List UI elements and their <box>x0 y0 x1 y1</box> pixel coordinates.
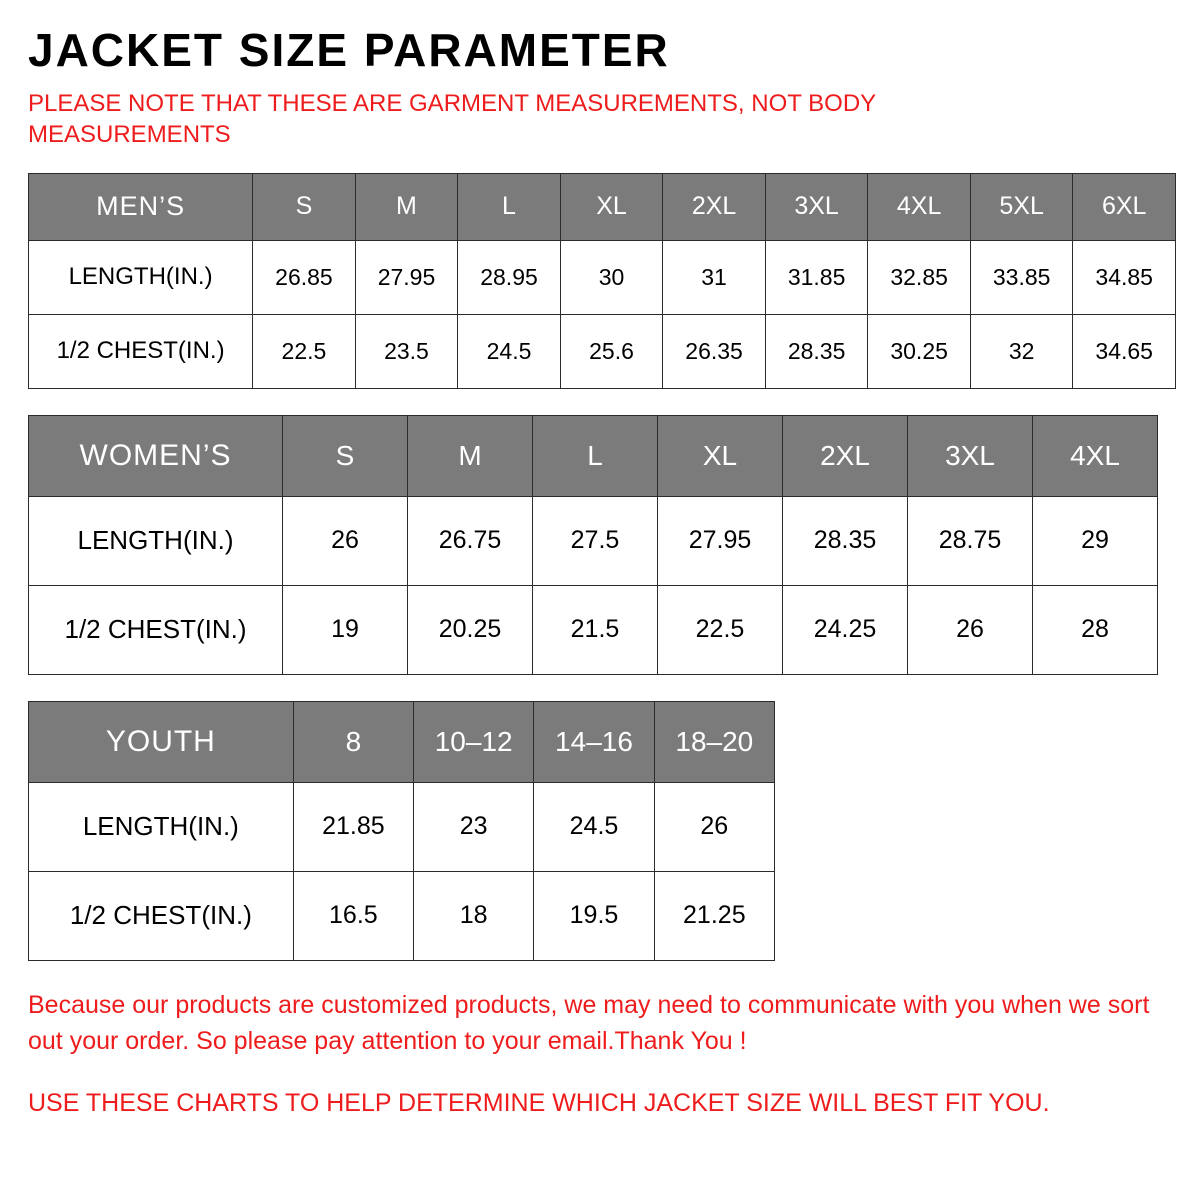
table-row <box>29 314 1176 388</box>
cell-value: 28.75 <box>908 496 1033 585</box>
womens-size-header: 2XL <box>783 415 908 496</box>
table-row <box>29 496 1158 585</box>
mens-size-header: 2XL <box>663 173 766 240</box>
cell-value: 20.25 <box>408 585 533 674</box>
mens-size-header: 3XL <box>765 173 868 240</box>
cell-value: 25.6 <box>560 314 663 388</box>
row-label: 1/2 CHEST(IN.) <box>29 314 253 388</box>
womens-size-table <box>28 415 1158 675</box>
mens-size-header: 6XL <box>1073 173 1176 240</box>
cell-value: 27.95 <box>658 496 783 585</box>
cell-value: 28 <box>1033 585 1158 674</box>
footer-note-usage: USE THESE CHARTS TO HELP DETERMINE WHICH JACKET SIZE WILL BEST FIT YOU. <box>28 1089 1050 1118</box>
cell-value: 27.5 <box>533 496 658 585</box>
cell-value: 26.75 <box>408 496 533 585</box>
cell-value: 28.35 <box>783 496 908 585</box>
mens-size-header: 5XL <box>970 173 1073 240</box>
womens-size-header: M <box>408 415 533 496</box>
cell-value: 21.85 <box>293 782 413 871</box>
cell-value: 29 <box>1033 496 1158 585</box>
cell-value: 32.85 <box>868 240 971 314</box>
table-row <box>29 240 1176 314</box>
cell-value: 18 <box>414 871 534 960</box>
mens-header-label: MEN’S <box>29 173 253 240</box>
mens-size-header: L <box>458 173 561 240</box>
cell-value: 31 <box>663 240 766 314</box>
footer-note-customized: Because our products are customized products, we may need to communicate with you when we sort out your order. So please pay attention to your email.Thank You ! <box>28 990 1150 1055</box>
mens-size-table <box>28 173 1176 389</box>
youth-size-table <box>28 701 775 961</box>
cell-value: 26 <box>283 496 408 585</box>
cell-value: 19.5 <box>534 871 654 960</box>
cell-value: 21.25 <box>654 871 774 960</box>
mens-size-header: XL <box>560 173 663 240</box>
table-header-row <box>29 701 775 782</box>
cell-value: 26.35 <box>663 314 766 388</box>
mens-size-header: M <box>355 173 458 240</box>
womens-size-header: L <box>533 415 658 496</box>
row-label: 1/2 CHEST(IN.) <box>29 585 283 674</box>
table-row <box>29 585 1158 674</box>
cell-value: 26 <box>654 782 774 871</box>
cell-value: 28.35 <box>765 314 868 388</box>
row-label: LENGTH(IN.) <box>29 496 283 585</box>
cell-value: 34.85 <box>1073 240 1176 314</box>
cell-value: 24.5 <box>458 314 561 388</box>
table-row <box>29 782 775 871</box>
cell-value: 24.5 <box>534 782 654 871</box>
youth-size-header: 8 <box>293 701 413 782</box>
womens-size-header: XL <box>658 415 783 496</box>
cell-value: 30.25 <box>868 314 971 388</box>
row-label: LENGTH(IN.) <box>29 240 253 314</box>
womens-size-header: 4XL <box>1033 415 1158 496</box>
cell-value: 32 <box>970 314 1073 388</box>
row-label: 1/2 CHEST(IN.) <box>29 871 294 960</box>
cell-value: 22.5 <box>658 585 783 674</box>
cell-value: 26.85 <box>253 240 356 314</box>
cell-value: 24.25 <box>783 585 908 674</box>
cell-value: 30 <box>560 240 663 314</box>
cell-value: 23.5 <box>355 314 458 388</box>
cell-value: 33.85 <box>970 240 1073 314</box>
mens-size-header: 4XL <box>868 173 971 240</box>
cell-value: 28.95 <box>458 240 561 314</box>
cell-value: 16.5 <box>293 871 413 960</box>
youth-size-header: 18–20 <box>654 701 774 782</box>
youth-header-label: YOUTH <box>29 701 294 782</box>
cell-value: 22.5 <box>253 314 356 388</box>
womens-size-header: 3XL <box>908 415 1033 496</box>
youth-size-header: 10–12 <box>414 701 534 782</box>
page-title: JACKET SIZE PARAMETER <box>28 24 670 76</box>
cell-value: 34.65 <box>1073 314 1176 388</box>
youth-size-header: 14–16 <box>534 701 654 782</box>
cell-value: 27.95 <box>355 240 458 314</box>
table-header-row <box>29 173 1176 240</box>
cell-value: 21.5 <box>533 585 658 674</box>
womens-size-header: S <box>283 415 408 496</box>
cell-value: 19 <box>283 585 408 674</box>
table-header-row <box>29 415 1158 496</box>
cell-value: 31.85 <box>765 240 868 314</box>
row-label: LENGTH(IN.) <box>29 782 294 871</box>
mens-size-header: S <box>253 173 356 240</box>
top-note: PLEASE NOTE THAT THESE ARE GARMENT MEASUREMENTS, NOT BODY MEASUREMENTS <box>28 90 876 149</box>
womens-header-label: WOMEN’S <box>29 415 283 496</box>
table-row <box>29 871 775 960</box>
cell-value: 26 <box>908 585 1033 674</box>
cell-value: 23 <box>414 782 534 871</box>
